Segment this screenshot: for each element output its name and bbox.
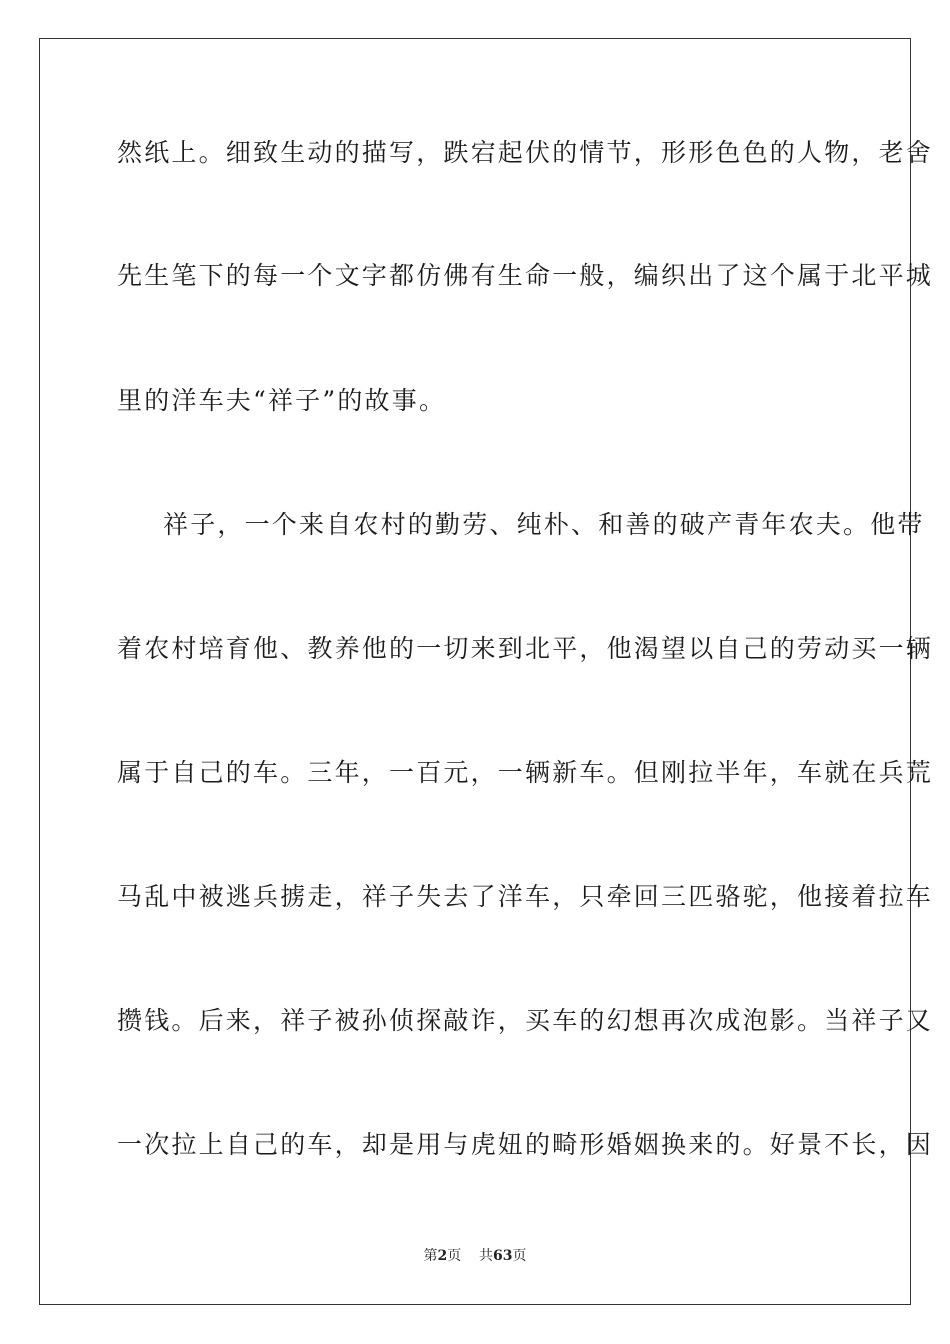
- paragraph-first-line: 祥子，一个来自农村的勤劳、纯朴、和善的破产青年农夫。他带: [163, 510, 925, 539]
- text-line: 一次拉上自己的车，却是用与虎妞的畸形婚姻换来的。好景不长，因: [117, 1130, 934, 1159]
- page-label-suffix: 页: [447, 1248, 462, 1264]
- page-number: 2: [437, 1248, 448, 1264]
- page-label-prefix: 第: [423, 1248, 438, 1264]
- text-line: 属于自己的车。三年，一百元，一辆新车。但刚拉半年，车就在兵荒: [117, 758, 934, 787]
- text-line: 先生笔下的每一个文字都仿佛有生命一般，编织出了这个属于北平城: [117, 261, 934, 290]
- total-label-prefix: 共: [479, 1248, 494, 1264]
- text-line: 里的洋车夫“祥子”的故事。: [117, 386, 447, 415]
- total-label-suffix: 页: [512, 1248, 527, 1264]
- page-footer: [0, 1246, 950, 1266]
- text-line: 然纸上。细致生动的描写，跌宕起伏的情节，形形色色的人物，老舍: [117, 138, 934, 167]
- text-line: 着农村培育他、教养他的一切来到北平，他渴望以自己的劳动买一辆: [117, 634, 934, 663]
- text-line: 攒钱。后来，祥子被孙侦探敲诈，买车的幻想再次成泡影。当祥子又: [117, 1006, 934, 1035]
- page-border: [39, 38, 934, 1305]
- total-pages: 63: [493, 1248, 513, 1264]
- text-line: 马乱中被逃兵掳走，祥子失去了洋车，只牵回三匹骆驼，他接着拉车: [117, 882, 934, 911]
